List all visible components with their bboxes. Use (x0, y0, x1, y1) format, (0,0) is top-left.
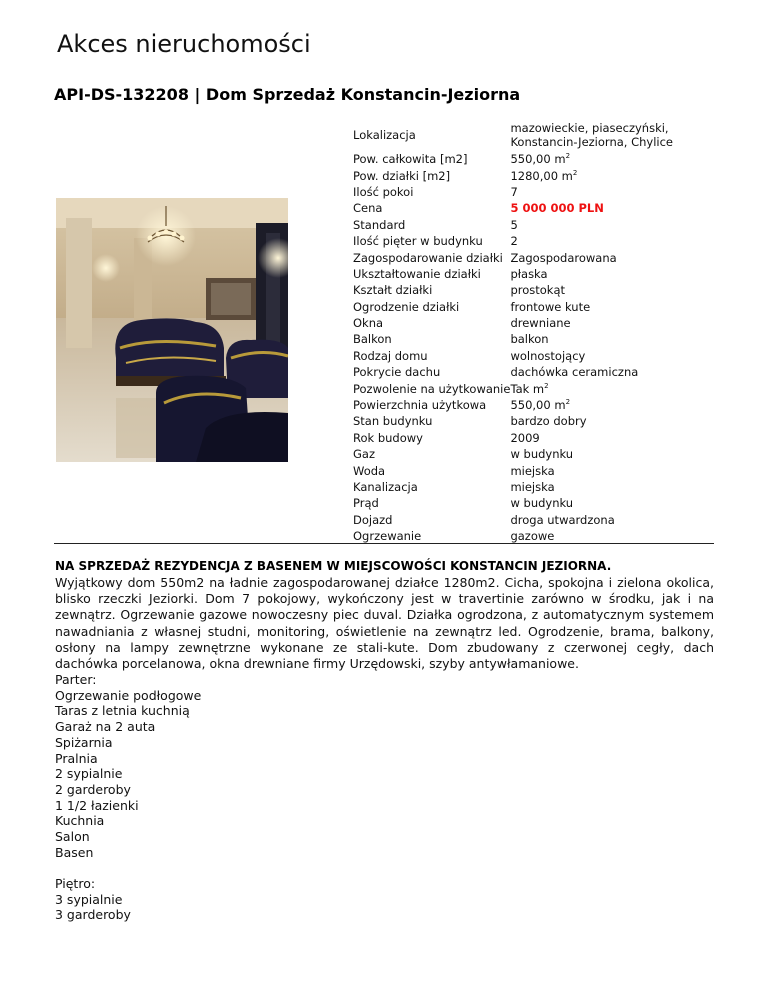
spec-value-text: mazowieckie, piaseczyński, Konstancin-Jeziorna, Chylice (510, 121, 673, 149)
spec-label: Rok budowy (353, 430, 423, 445)
spec-value (510, 512, 714, 528)
spec-row (353, 479, 714, 495)
spec-value (510, 249, 714, 265)
spec-value (510, 380, 714, 396)
spec-label: Okna (353, 316, 384, 331)
spec-label: Ilość pięter w budynku (353, 234, 483, 249)
spec-row (353, 151, 714, 167)
spec-label: Ukształtowanie działki (353, 266, 481, 281)
spec-label: Woda (353, 463, 386, 478)
list-item: 1 1/2 łazienki (55, 797, 139, 813)
spec-value (510, 364, 714, 380)
spec-row (353, 380, 714, 396)
spec-value (510, 315, 714, 331)
unit-superscript: 2 (572, 168, 578, 177)
ground-floor-label: Parter: (55, 672, 97, 687)
list-item: Kuchnia (55, 813, 105, 829)
list-item: Ogrzewanie podłogowe (55, 687, 202, 703)
ground-floor-list (55, 672, 355, 860)
spec-value-text: drewniane (510, 316, 571, 331)
spec-label: Balkon (353, 332, 392, 347)
spec-value (510, 184, 714, 200)
spec-value-text: dachówka ceramiczna (510, 365, 639, 380)
spec-label: Pow. działki [m2] (353, 168, 451, 183)
spec-value (510, 151, 714, 167)
first-floor-list (55, 876, 355, 923)
spec-value-text: w budynku (510, 447, 574, 462)
property-photo (56, 198, 288, 462)
spec-value-text: 1280,00 m (510, 168, 573, 183)
spec-row (353, 528, 714, 544)
spec-row (353, 315, 714, 331)
spec-value-text: 2009 (510, 430, 540, 445)
property-specs-table (353, 119, 714, 544)
spec-value (510, 233, 714, 249)
spec-row (353, 167, 714, 183)
list-item: Basen (55, 844, 94, 860)
spec-value-text: Zagospodarowana (510, 250, 617, 265)
spec-label: Kanalizacja (353, 480, 418, 494)
spec-row (353, 430, 714, 446)
spec-row (353, 348, 714, 364)
spec-row (353, 282, 714, 298)
spec-label: Lokalizacja (353, 128, 416, 142)
spec-label: Rodzaj domu (353, 348, 428, 363)
spec-label: Powierzchnia użytkowa (353, 398, 487, 413)
unit-superscript: 2 (544, 381, 549, 390)
spec-value-text: w budynku (510, 496, 574, 511)
list-item: 3 garderoby (55, 907, 131, 923)
spec-row (353, 249, 714, 265)
list-item: Pralnia (55, 750, 98, 766)
list-item: 2 sypialnie (55, 766, 123, 782)
spec-label: Pozwolenie na użytkowanie (353, 381, 511, 396)
spec-value (510, 462, 714, 478)
list-item: Spiżarnia (55, 734, 113, 750)
spec-value-text: płaska (510, 266, 548, 281)
list-item: Taras z letnia kuchnią (55, 703, 190, 719)
spec-row (353, 119, 714, 151)
spec-value (510, 413, 714, 429)
spec-row (353, 266, 714, 282)
spec-value-text: prostokąt (510, 283, 566, 298)
spec-row (353, 331, 714, 347)
spec-value-text: miejska (510, 463, 555, 478)
spec-row (353, 217, 714, 233)
spec-value-text: miejska (510, 480, 555, 494)
spec-value (510, 528, 714, 544)
spec-value-text: 7 (510, 184, 518, 199)
spec-label: Ogrodzenie działki (353, 299, 460, 314)
spec-label: Ogrzewanie (353, 529, 422, 544)
spec-value (510, 495, 714, 511)
spec-value (510, 430, 714, 446)
spec-value (510, 119, 714, 151)
spec-row (353, 200, 714, 216)
list-item: 2 garderoby (55, 781, 131, 797)
spec-label: Ilość pokoi (353, 184, 414, 199)
spec-value (510, 348, 714, 364)
spec-value-text: balkon (510, 332, 549, 347)
spec-label: Cena (353, 201, 383, 216)
spec-value (510, 266, 714, 282)
spec-label: Prąd (353, 496, 379, 511)
unit-superscript: 2 (565, 398, 571, 407)
spec-value-text: 5 (510, 217, 518, 232)
spec-row (353, 512, 714, 528)
spec-label: Gaz (353, 447, 375, 462)
page-title: API-DS-132208 | Dom Sprzedaż Konstancin-Jeziorna (54, 85, 521, 104)
spec-label: Kształt działki (353, 283, 433, 298)
spec-value (510, 167, 714, 183)
spec-value-text: gazowe (510, 529, 555, 544)
spec-value-text: bardzo dobry (510, 414, 587, 429)
spec-value-text: Tak m (510, 381, 545, 396)
spec-row (353, 299, 714, 315)
spec-value-text: 5 000 000 PLN (510, 201, 604, 216)
spec-label: Stan budynku (353, 414, 433, 429)
description-body: Wyjątkowy dom 550m2 na ładnie zagospodarowanej działce 1280m2. Cicha, spokojna i zielona okolica, blisko rzeczki Jeziorki. Dom 7 pokojowy, wykończony jest w travertinie zarówno w środku, jak i na zewnątrz. Ogrzewanie gazowe nowoczesny piec duval. Działka ogrodzona, z automatycznym systemem nawadniania z własnej studni, monitoring, oświetlenie na zewnątrz led. Ogrodzenie, brama, balkony, osłony na lampy zewnętrzne wykonane ze stali-kute. Dom zbudowany z czerwonej cegły, dach dachówka porcelanowa, okna drewniane firmy Urzędowski, szyby antywłamaniowe. (55, 575, 714, 672)
spec-row (353, 413, 714, 429)
spec-row (353, 495, 714, 511)
first-floor-label: Piętro: (55, 876, 96, 891)
spec-row (353, 462, 714, 478)
spec-value-text: 2 (510, 234, 518, 249)
spec-label: Dojazd (353, 512, 393, 527)
spec-label: Standard (353, 217, 406, 232)
spec-value-text: droga utwardzona (510, 512, 615, 527)
description-heading: NA SPRZEDAŻ REZYDENCJA Z BASENEM W MIEJSCOWOŚCI KONSTANCIN JEZIORNA. (55, 559, 612, 573)
list-item: 3 sypialnie (55, 891, 123, 907)
spec-value (510, 217, 714, 233)
unit-superscript: 2 (565, 152, 571, 161)
spec-row (353, 397, 714, 413)
spec-row (353, 446, 714, 462)
list-item: Salon (55, 829, 90, 845)
spec-row (353, 233, 714, 249)
spec-value (510, 331, 714, 347)
spec-value-text: wolnostojący (510, 348, 586, 363)
brand-name: Akces nieruchomości (57, 30, 311, 58)
spec-value-text: frontowe kute (510, 299, 591, 314)
spec-label: Zagospodarowanie działki (353, 250, 503, 265)
spec-value (510, 446, 714, 462)
spec-value (510, 479, 714, 495)
spec-value (510, 200, 714, 216)
spec-value (510, 282, 714, 298)
section-divider (54, 543, 714, 544)
spec-value-text: 550,00 m (510, 152, 566, 167)
spec-value (510, 397, 714, 413)
spec-row (353, 184, 714, 200)
spec-value (510, 299, 714, 315)
spec-label: Pow. całkowita [m2] (353, 152, 468, 167)
spec-value-text: 550,00 m (510, 398, 566, 413)
spec-row (353, 364, 714, 380)
spec-label: Pokrycie dachu (353, 365, 441, 380)
list-item: Garaż na 2 auta (55, 719, 156, 735)
